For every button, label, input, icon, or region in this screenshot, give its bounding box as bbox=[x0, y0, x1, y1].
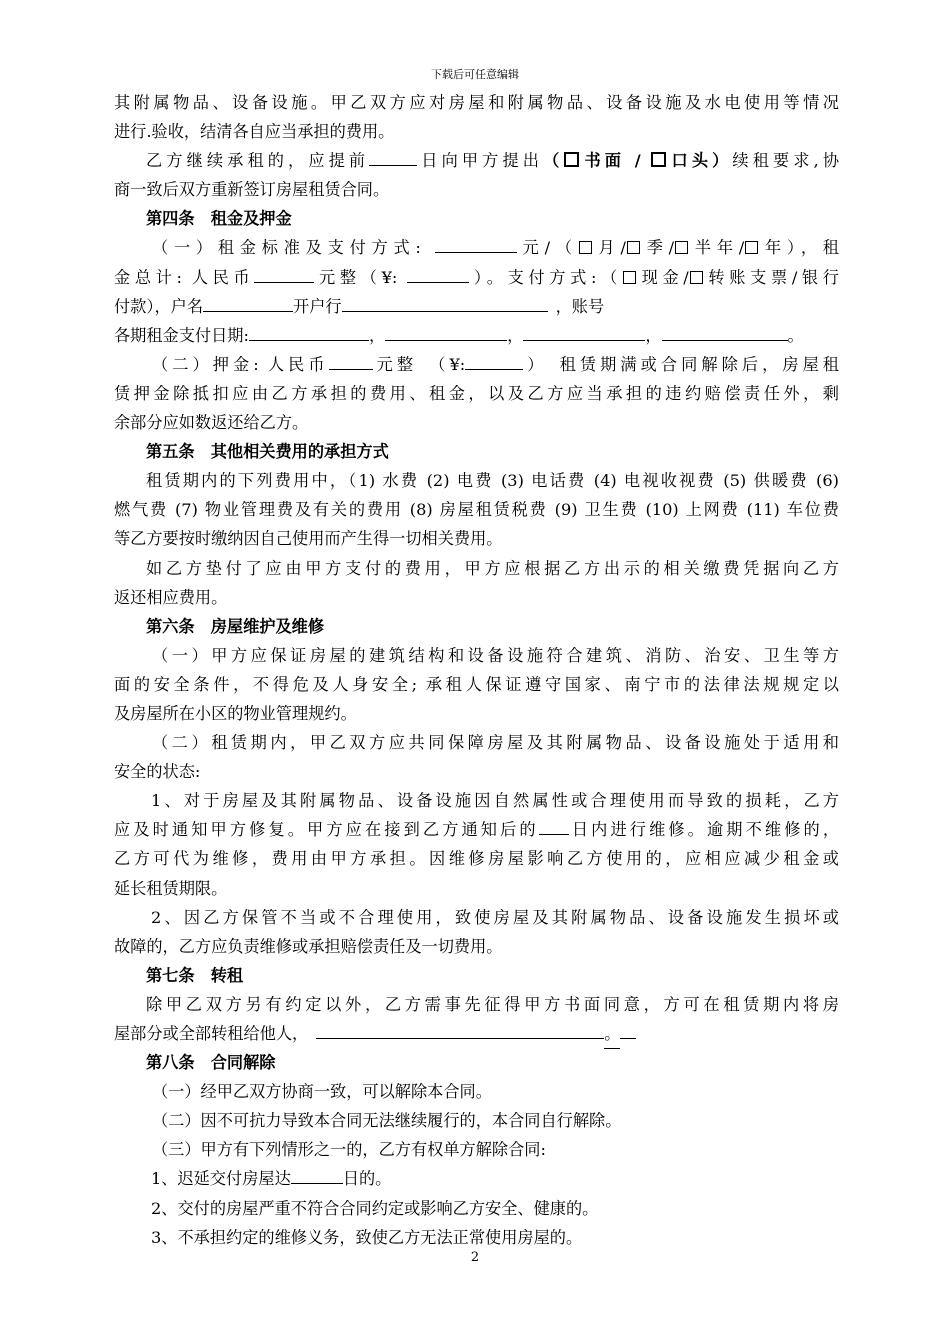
checkbox-cash[interactable] bbox=[623, 271, 636, 284]
page-number: 2 bbox=[470, 1250, 480, 1265]
paragraph-line: 安全的状态: bbox=[114, 762, 201, 782]
checkbox-oral[interactable] bbox=[651, 152, 666, 167]
delay-days-blank[interactable] bbox=[291, 1168, 343, 1184]
date-blank-1[interactable] bbox=[249, 325, 369, 341]
text: 日内进行维修。逾期不维修的， bbox=[568, 820, 840, 840]
deposit-blank[interactable] bbox=[329, 354, 373, 370]
paragraph-line: （二）租赁期内，甲乙双方应共同保障房屋及其附属物品、设备设施处于适用和 bbox=[152, 733, 839, 753]
paragraph-line: 除甲乙双方另有约定以外，乙方需事先征得甲方书面同意，方可在租赁期内将房 bbox=[146, 994, 839, 1014]
text: 付款），户名 bbox=[114, 296, 204, 316]
option-written: 书面 bbox=[580, 151, 626, 171]
text: 季/ bbox=[640, 238, 675, 258]
paragraph-line: 面的安全条件，不得危及人身安全; 承租人保证遵守国家、南宁市的法律法规规定以 bbox=[114, 674, 839, 694]
text: ）。支付方式:（ bbox=[469, 267, 622, 287]
paragraph-line: （三）甲方有下列情形之一的，乙方有权单方解除合同: bbox=[152, 1140, 546, 1160]
text: 开户行 bbox=[293, 296, 342, 316]
deposit-yen-blank[interactable] bbox=[465, 354, 523, 370]
paragraph-line: 故障的，乙方应负责维修或承担赔偿责任及一切费用。 bbox=[114, 936, 503, 956]
checkbox-quarter[interactable] bbox=[627, 241, 640, 254]
text: （二）押金: 人民币 bbox=[152, 354, 329, 374]
text: 金总计: 人民币 bbox=[114, 267, 255, 287]
paragraph-line: 进行.验收，结清各自应当承担的费用。 bbox=[114, 122, 395, 142]
text: 元整 （¥: bbox=[372, 354, 466, 374]
account-line bbox=[114, 292, 839, 321]
text: 年），租 bbox=[759, 238, 839, 258]
text: 续租要求,协 bbox=[732, 151, 840, 171]
text: （一）租金标准及支付方式: bbox=[152, 238, 421, 258]
paragraph-line: 其附属物品、设备设施。甲乙双方应对房屋和附属物品、设备设施及水电使用等情况 bbox=[114, 93, 839, 112]
text: ，账号 bbox=[555, 296, 605, 316]
paragraph-line: （一）经甲乙双方协商一致，可以解除本合同。 bbox=[152, 1082, 492, 1102]
date-blank-4[interactable] bbox=[662, 325, 788, 341]
delay-line bbox=[114, 1164, 839, 1193]
text: 日向甲方提出 bbox=[417, 151, 544, 171]
text: / bbox=[625, 151, 651, 171]
bank-blank[interactable] bbox=[342, 296, 548, 312]
paragraph-line: 租赁期内的下列费用中，（1) 水费 (2) 电费 (3) 电话费 (4) 电视收视费 (5) 供暖费 (6) bbox=[146, 471, 839, 491]
sublet-blank[interactable] bbox=[316, 1023, 604, 1039]
text: 各期租金支付日期: bbox=[114, 325, 249, 345]
text: 日的。 bbox=[342, 1169, 392, 1189]
text: ， bbox=[507, 325, 524, 345]
text: 应及时通知甲方修复。甲方应在接到乙方通知后的 bbox=[114, 820, 539, 840]
text: 乙方继续承租的，应提前 bbox=[146, 151, 370, 171]
deposit-line bbox=[114, 350, 839, 379]
text: 屋部分或全部转租给他人， bbox=[114, 1024, 309, 1043]
article-title: 第五条 其他相关费用的承担方式 bbox=[146, 442, 389, 462]
text: 现金/ bbox=[636, 267, 689, 287]
paragraph-line: 2、因乙方保管不当或不合理使用，致使房屋及其附属物品、设备设施发生损坏或 bbox=[151, 907, 839, 927]
sublet-blank-tail bbox=[620, 1023, 636, 1039]
text: 月/ bbox=[592, 238, 626, 258]
text: 1、迟延交付房屋达 bbox=[151, 1169, 291, 1189]
renewal-line bbox=[114, 146, 839, 175]
text: ） 租赁期满或合同解除后，房屋租 bbox=[523, 354, 839, 374]
paragraph-line: 及房屋所在小区的物业管理规约。 bbox=[114, 703, 357, 723]
paragraph-line: 3、不承担约定的维修义务，致使乙方无法正常使用房屋的。 bbox=[151, 1227, 583, 1247]
article-title: 第七条 转租 bbox=[146, 965, 244, 985]
payment-dates-line bbox=[114, 321, 839, 350]
article-title: 第六条 房屋维护及维修 bbox=[146, 616, 325, 636]
paragraph-line: 乙方可代为维修，费用由甲方承担。因维修房屋影响乙方使用的，应相应减少租金或 bbox=[114, 849, 839, 869]
date-blank-2[interactable] bbox=[385, 325, 507, 341]
page-header: 下载后可任意编辑 bbox=[431, 68, 519, 81]
text: 。 bbox=[604, 1019, 620, 1049]
checkbox-month[interactable] bbox=[579, 241, 592, 254]
paragraph-line: （二）因不可抗力导致本合同无法继续履行的，本合同自行解除。 bbox=[152, 1111, 622, 1131]
date-blank-3[interactable] bbox=[523, 325, 645, 341]
rent-standard-line bbox=[114, 233, 839, 262]
paragraph-line: 燃气费 (7) 物业管理费及有关的费用 (8) 房屋租赁税费 (9) 卫生费 (10) 上网费 (11) 车位费 bbox=[114, 500, 839, 520]
paragraph-line: 如乙方垫付了应由甲方支付的费用，甲方应根据乙方出示的相关缴费凭据向乙方 bbox=[146, 558, 839, 578]
document-body bbox=[114, 88, 839, 1252]
article-title: 第四条 租金及押金 bbox=[146, 209, 292, 229]
rent-amount-blank[interactable] bbox=[435, 237, 517, 253]
article-title: 第八条 合同解除 bbox=[146, 1053, 276, 1073]
sublet-line bbox=[114, 1019, 839, 1048]
text: 半年/ bbox=[689, 238, 745, 258]
paragraph-line: 赁押金除抵扣应由乙方承担的费用、租金，以及乙方应当承担的违约赔偿责任外，剩 bbox=[114, 383, 839, 403]
rent-total-yen-blank[interactable] bbox=[407, 267, 469, 283]
rent-total-blank[interactable] bbox=[254, 267, 314, 283]
checkbox-written[interactable] bbox=[564, 152, 579, 167]
text: 。 bbox=[787, 325, 804, 345]
rent-total-line bbox=[114, 263, 839, 292]
repair-days-line bbox=[114, 815, 839, 844]
checkbox-transfer[interactable] bbox=[690, 271, 703, 284]
days-blank[interactable] bbox=[369, 150, 417, 166]
text: 元整（¥: bbox=[314, 267, 398, 287]
paragraph-line: 延长租赁期限。 bbox=[114, 878, 228, 898]
paragraph-line: 余部分应如数返还给乙方。 bbox=[114, 413, 309, 433]
checkbox-year[interactable] bbox=[745, 241, 758, 254]
text: ） bbox=[712, 151, 733, 171]
paragraph-line: 返还相应费用。 bbox=[114, 587, 228, 607]
account-name-blank[interactable] bbox=[203, 296, 293, 312]
text: 元/（ bbox=[516, 238, 578, 258]
text: （ bbox=[543, 151, 564, 171]
text: ， bbox=[368, 325, 386, 345]
repair-days-blank[interactable] bbox=[539, 819, 569, 835]
option-oral: 口头 bbox=[667, 151, 713, 171]
paragraph-line: 商一致后双方重新签订房屋租赁合同。 bbox=[114, 180, 390, 200]
paragraph-line: 2、交付的房屋严重不符合合同约定或影响乙方安全、健康的。 bbox=[151, 1198, 599, 1218]
paragraph-line: （一）甲方应保证房屋的建筑结构和设备设施符合建筑、消防、治安、卫生等方 bbox=[152, 645, 839, 665]
checkbox-halfyear[interactable] bbox=[675, 241, 688, 254]
text: 转账支票/银行 bbox=[703, 267, 839, 287]
paragraph-line: 1、对于房屋及其附属物品、设备设施因自然属性或合理使用而导致的损耗，乙方 bbox=[151, 791, 839, 811]
text: ， bbox=[645, 325, 662, 345]
paragraph-line: 等乙方要按时缴纳因自己使用而产生得一切相关费用。 bbox=[114, 529, 503, 549]
